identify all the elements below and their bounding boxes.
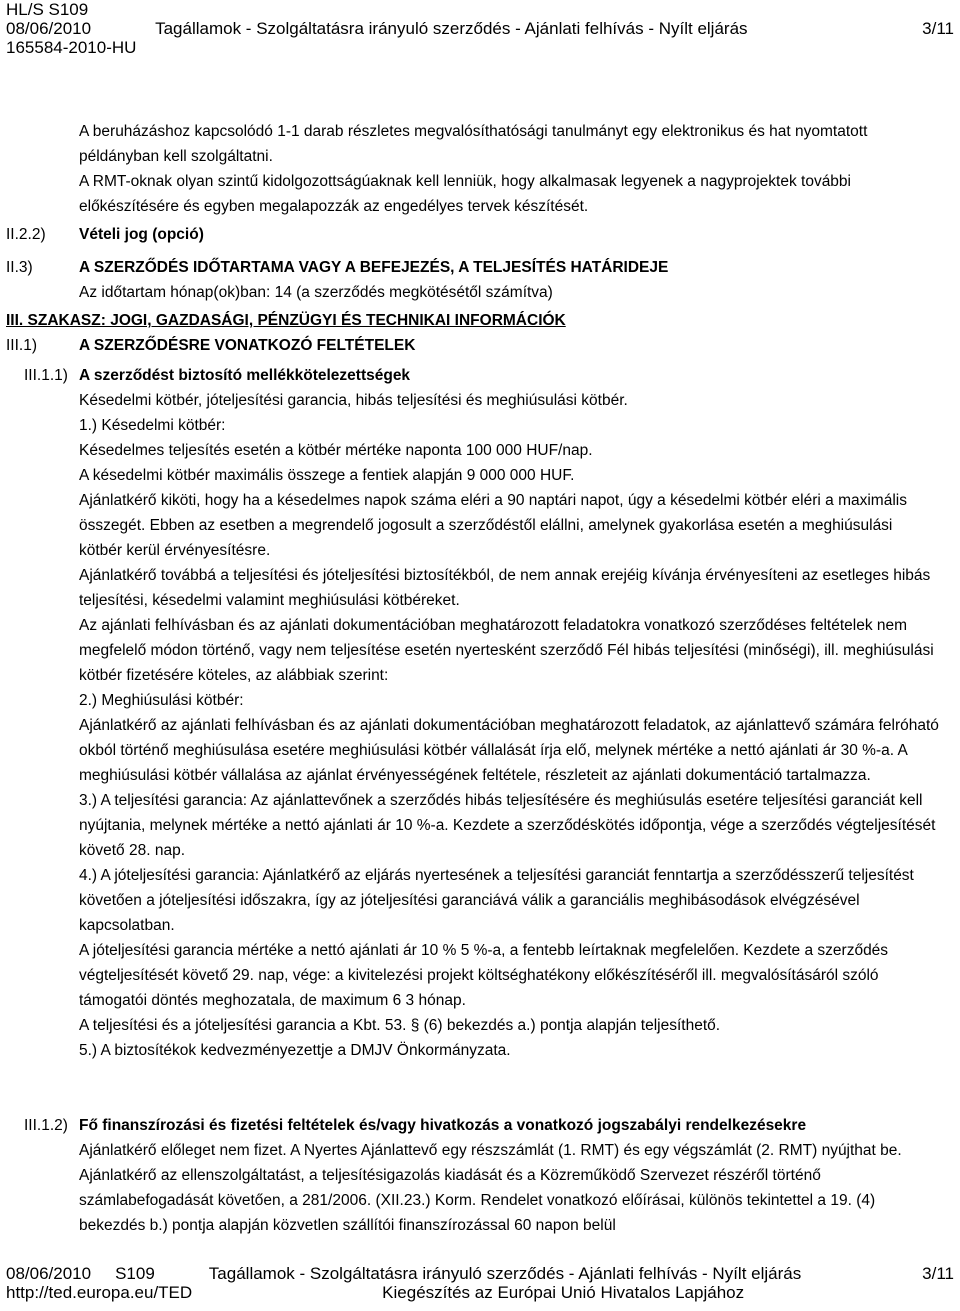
- footer-date: 08/06/2010: [6, 1264, 92, 1283]
- header-reference: 165584-2010-HU: [6, 38, 137, 57]
- duration-text: Az időtartam hónap(ok)ban: 14 (a szerződés megkötésétől számítva): [79, 284, 553, 301]
- paragraph: Ajánlatkérő az ajánlati felhívásban és az ajánlati dokumentációban meghatározott feladatok, az ajánlattevő számára felróható okból történő meghiúsulása esetére meghiúsulási kötbér vállalását írja elő, melynek mértéke a nettó ajánlati ár 30 %-a. A meghiúsulási kötbér vállalása az ajánlat érvényességének feltétele, részleteit az ajánlati dokumentáció tartalmazza.: [79, 717, 939, 784]
- paragraph: A késedelmi kötbér maximális összege a fentiek alapján 9 000 000 HUF.: [79, 467, 575, 484]
- header-page-number: 3/11: [922, 19, 954, 38]
- page-header: [6, 0, 954, 57]
- section-title-iii-1-1: A szerződést biztosító mellékkötelezettségek: [79, 367, 411, 384]
- paragraph: 5.) A biztosítékok kedvezményezettje a DMJV Önkormányzata.: [79, 1042, 511, 1059]
- paragraph: Az ajánlati felhívásban és az ajánlati dokumentációban meghatározott feladatokra vonatkozó szerződéses feltételek nem megfelelő módon történő, vagy nem teljesítése esetén nyertesként szerződő Fél hibás teljesítési (minőségi), ill. meghiúsulási kötbér fizetésére köteles, az alábbiak szerint:: [79, 617, 934, 684]
- doc-id: HL/S S109: [6, 0, 89, 19]
- header-title: Tagállamok - Szolgáltatásra irányuló szerződés - Ajánlati felhívás - Nyílt eljárás: [155, 19, 748, 38]
- section-number-iii-1-2: III.1.2): [24, 1117, 68, 1134]
- footer-page-number: 3/11: [922, 1264, 954, 1283]
- section-number-ii-2-2: II.2.2): [6, 226, 46, 243]
- intro-paragraph-2: A RMT-oknak olyan szintű kidolgozottságúaknak kell lenniük, hogy alkalmasak legyenek a nagyprojektek további előkészítésére és egyben megalapozzák az engedélyes tervek készítését.: [79, 173, 851, 215]
- section-number-iii-1: III.1): [6, 337, 38, 354]
- section-title-ii-3: A SZERZŐDÉS IDŐTARTAMA VAGY A BEFEJEZÉS, A TELJESÍTÉS HATÁRIDEJE: [79, 259, 669, 276]
- paragraph: A teljesítési és a jóteljesítési garancia a Kbt. 53. § (6) bekezdés a.) pontja alapján teljesíthető.: [79, 1017, 721, 1034]
- intro-text: [79, 119, 939, 219]
- section-number-ii-3: II.3): [6, 259, 33, 276]
- intro-paragraph-1: A beruházáshoz kapcsolódó 1-1 darab részletes megvalósíthatósági tanulmányt egy elektronikus és hat nyomtatott példányban kell szolgáltatni.: [79, 123, 868, 165]
- page-footer: [6, 1264, 954, 1302]
- section-iii-1-1: [79, 363, 939, 1063]
- section-title-iii-1-2: Fő finanszírozási és fizetési feltételek és/vagy hivatkozás a vonatkozó jogszabályi rendelkezésekre: [79, 1117, 807, 1134]
- paragraph: Késedelmi kötbér, jóteljesítési garancia, hibás teljesítési és meghiúsulási kötbér.: [79, 392, 628, 409]
- paragraph: 1.) Késedelmi kötbér:: [79, 417, 226, 434]
- section-iii-1-2: [79, 1113, 939, 1238]
- paragraph: Ajánlatkérő kiköti, hogy ha a késedelmes napok száma eléri a 90 naptári napot, úgy a késedelmi kötbér eléri a maximális összegét. Ebben az esetben a megrendelő jogosult a szerződéstől elállni, amelynek gyakorlása esetén a meghiúsulási kötbér kerül érvényesítésre.: [79, 492, 907, 559]
- paragraph: Ajánlatkérő előleget nem fizet. A Nyertes Ajánlattevő egy részszámlát (1. RMT) és egy végszámlát (2. RMT) nyújthat be. Ajánlatkérő az ellenszolgáltatást, a teljesítésigazolás kiadását és a Közreműködő Szervezet részéről történő számlabefogadását követően, a 281/2006. (XII.23.) Korm. Rendelet vonatkozó előírásai, különös tekintettel a 19. (4) bekezdés b.) pontja alapján közvetlen szállítói finanszírozással 60 napon belül: [79, 1142, 902, 1234]
- footer-series: S109: [115, 1264, 155, 1283]
- footer-title: Tagállamok - Szolgáltatásra irányuló szerződés - Ajánlati felhívás - Nyílt eljárás: [208, 1264, 802, 1283]
- section-title-ii-2-2: Vételi jog (opció): [79, 226, 204, 243]
- section-title-iii-1: A SZERZŐDÉSRE VONATKOZÓ FELTÉTELEK: [79, 337, 416, 354]
- paragraph: A jóteljesítési garancia mértéke a nettó ajánlati ár 10 % 5 %-a, a fentebb leírtaknak megfelelően. Kezdete a szerződés végteljesítését követő 29. nap, vége: a kivitelezési projekt költséghatékony előkészítéséről ill. megvalósításáról szóló támogatói döntés meghozatala, de maximum 6 3 hónap.: [79, 942, 889, 1009]
- paragraph: 4.) A jóteljesítési garancia: Ajánlatkérő az eljárás nyertesének a teljesítési garanciát fenntartja a szerződésszerű teljesítést követően a jóteljesítési időszakra, így az jóteljesítési garanciává válik a garanciális meghibásodások elvégzésével kapcsolatban.: [79, 867, 914, 934]
- paragraph: Késedelmes teljesítés esetén a kötbér mértéke naponta 100 000 HUF/nap.: [79, 442, 593, 459]
- section-number-iii-1-1: III.1.1): [24, 367, 68, 384]
- footer-url-link[interactable]: http://ted.europa.eu/TED: [6, 1283, 193, 1302]
- paragraph: Ajánlatkérő továbbá a teljesítési és jóteljesítési biztosítékból, de nem annak erejéig kívánja érvényesíteni az esetleges hibás teljesítési, késedelmi valamint meghiúsulási kötbéreket.: [79, 567, 931, 609]
- section-title-iii: III. SZAKASZ: JOGI, GAZDASÁGI, PÉNZÜGYI ÉS TECHNIKAI INFORMÁCIÓK: [6, 312, 566, 329]
- header-date: 08/06/2010: [6, 19, 92, 38]
- paragraph: 3.) A teljesítési garancia: Az ajánlattevőnek a szerződés hibás teljesítésére és meghiúsulás esetére teljesítési garanciát kell nyújtania, melynek mértéke a nettó ajánlati ár 10 %-a. Kezdete a szerződéskötés időpontja, vége a szerződés végteljesítését követő 28. nap.: [79, 792, 936, 859]
- footer-publisher: Kiegészítés az Európai Unió Hivatalos Lapjához: [382, 1283, 745, 1302]
- paragraph: 2.) Meghiúsulási kötbér:: [79, 692, 244, 709]
- section-ii-3: [79, 255, 939, 305]
